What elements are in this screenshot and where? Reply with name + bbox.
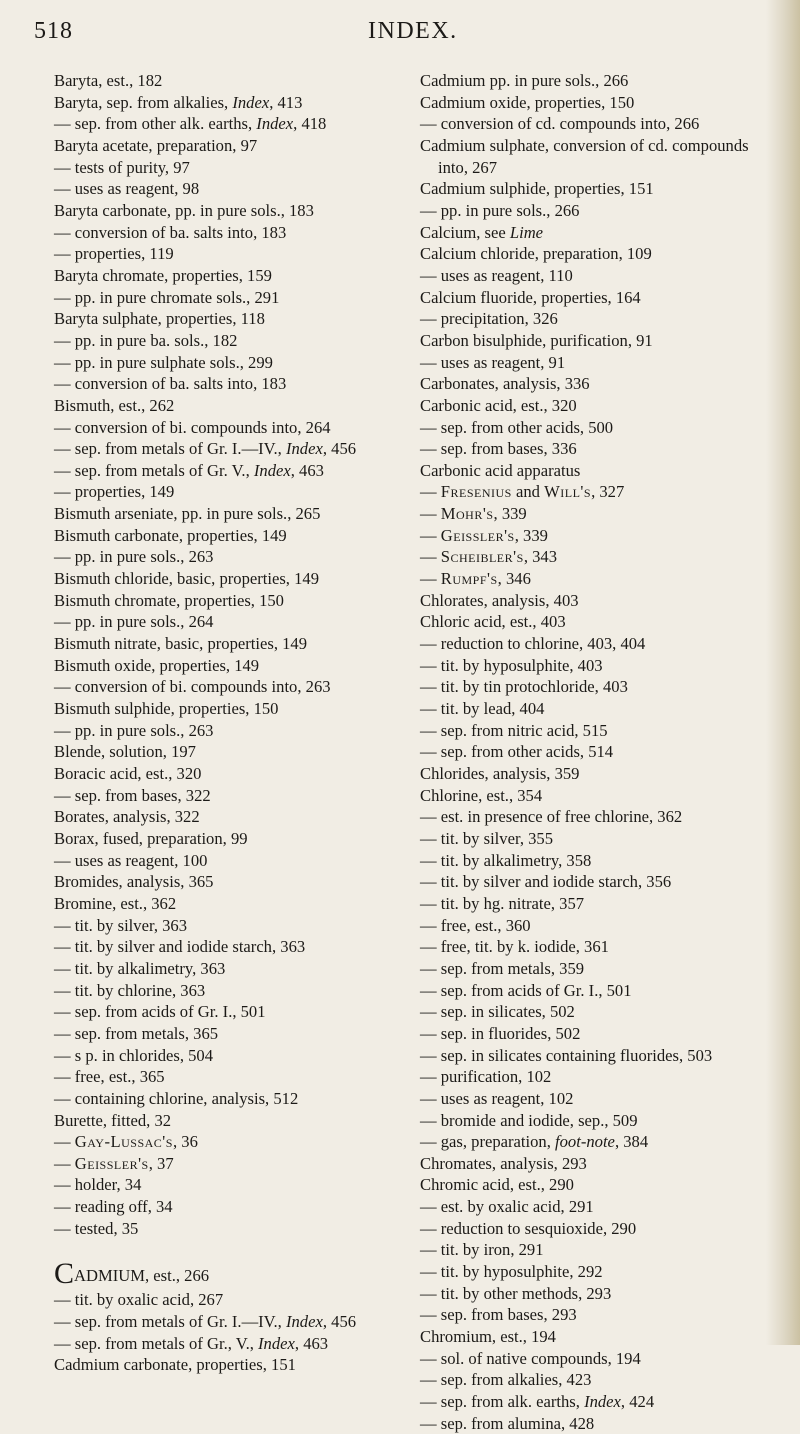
- index-entry: — sep. in fluorides, 502: [420, 1023, 581, 1043]
- index-entry: — pp. in pure sols., 263: [54, 720, 214, 740]
- index-entry: — tested, 35: [54, 1218, 139, 1238]
- index-entry: Boracic acid, est., 320: [54, 764, 202, 783]
- index-entry: — sep. from other acids, 500: [420, 417, 614, 437]
- index-entry: — tit. by chlorine, 363: [54, 980, 206, 1000]
- index-entry: — sep. from alumina, 428: [420, 1413, 595, 1433]
- index-entry: Carbonates, analysis, 336: [420, 374, 590, 394]
- index-entry: — conversion of ba. salts into, 183: [54, 222, 287, 242]
- index-entry: Baryta acetate, preparation, 97: [54, 135, 258, 155]
- index-entry: — free, est., 365: [54, 1067, 165, 1087]
- index-entry: Bismuth carbonate, properties, 149: [54, 525, 287, 545]
- index-entry: Chlorates, analysis, 403: [420, 590, 579, 610]
- running-head: INDEX.: [368, 18, 458, 44]
- index-entry: — sep. from other acids, 514: [420, 742, 614, 762]
- index-entry: — conversion of ba. salts into, 183: [54, 374, 287, 394]
- index-entry: — sep. from other alk. earths, Index, 418: [54, 114, 327, 134]
- index-entry: — pp. in pure sols., 264: [54, 612, 214, 632]
- page-edge-shadow: [766, 0, 800, 1345]
- index-entry: — Gay-Lussac's, 36: [54, 1132, 198, 1152]
- index-entry: — properties, 149: [54, 482, 175, 502]
- index-entry: Bismuth chromate, properties, 150: [54, 590, 284, 610]
- index-entry: — sep. in silicates, 502: [420, 1002, 575, 1022]
- index-entry: — tit. by silver and iodide starch, 363: [54, 937, 306, 957]
- index-entry: — sep. in silicates containing fluorides, 503: [420, 1045, 713, 1065]
- index-entry: Bismuth arseniate, pp. in pure sols., 265: [54, 504, 321, 524]
- index-entry: — reduction to sesquioxide, 290: [420, 1218, 637, 1238]
- index-entry: Baryta carbonate, pp. in pure sols., 183: [54, 200, 314, 220]
- index-entry: — est. in presence of free chlorine, 362: [420, 807, 683, 827]
- index-entry: Carbonic acid apparatus: [420, 460, 581, 480]
- index-entry: Bismuth sulphide, properties, 150: [54, 699, 279, 719]
- index-entry: Chromium, est., 194: [420, 1327, 556, 1347]
- index-entry: Bromine, est., 362: [54, 893, 177, 913]
- index-entry: Calcium fluoride, properties, 164: [420, 287, 641, 307]
- index-entry: — Geissler's, 37: [54, 1153, 174, 1173]
- index-entry: Chromic acid, est., 290: [420, 1175, 574, 1195]
- index-entry: — sep. from metals of Gr. V., Index, 463: [54, 460, 324, 480]
- index-entry: Carbon bisulphide, purification, 91: [420, 330, 653, 350]
- index-entry: Borax, fused, preparation, 99: [54, 828, 248, 848]
- index-entry: Bromides, analysis, 365: [54, 872, 214, 892]
- index-entry: — reading off, 34: [54, 1197, 173, 1217]
- index-entry: Chlorides, analysis, 359: [420, 764, 580, 783]
- index-entry: — sep. from alk. earths, Index, 424: [420, 1392, 655, 1412]
- index-entry: — tit. by tin protochloride, 403: [420, 677, 628, 697]
- index-entry: Bismuth nitrate, basic, properties, 149: [54, 634, 308, 654]
- index-entry: — tit. by silver and iodide starch, 356: [420, 872, 672, 892]
- index-entry: — free, est., 360: [420, 915, 531, 935]
- index-entry: — uses as reagent, 102: [420, 1088, 574, 1108]
- index-entry: — sep. from acids of Gr. I., 501: [54, 1002, 266, 1022]
- index-entry: — uses as reagent, 110: [420, 265, 573, 285]
- index-entry: — conversion of cd. compounds into, 266: [420, 114, 700, 134]
- index-entry: Baryta sulphate, properties, 118: [54, 309, 265, 329]
- index-entry: — sep. from acids of Gr. I., 501: [420, 980, 632, 1000]
- index-entry: — gas, preparation, foot-note, 384: [420, 1132, 649, 1152]
- index-entry: — tit. by alkalimetry, 358: [420, 850, 592, 870]
- index-entry: Burette, fitted, 32: [54, 1110, 172, 1130]
- index-entry: — containing chlorine, analysis, 512: [54, 1088, 299, 1108]
- index-entry: Cadmium sulphide, properties, 151: [420, 179, 654, 199]
- index-entry: Cadmium oxide, properties, 150: [420, 92, 635, 112]
- index-entry: Cadmium sulphate, conversion of cd. compounds into, 267: [420, 135, 749, 177]
- index-entry: — sep. from metals of Gr., V., Index, 463: [54, 1333, 329, 1353]
- index-entry: — pp. in pure sols., 263: [54, 547, 214, 567]
- index-entry: — pp. in pure sols., 266: [420, 200, 580, 220]
- index-entry: — properties, 119: [54, 244, 174, 264]
- index-entry: Bismuth oxide, properties, 149: [54, 655, 260, 675]
- index-column-left: [54, 70, 404, 1376]
- index-entry: — sep. from bases, 336: [420, 439, 577, 459]
- index-entry: — sep. from metals of Gr. I.—IV., Index, 456: [54, 439, 357, 459]
- index-entry: — tit. by hg. nitrate, 357: [420, 893, 585, 913]
- index-entry: Cadmium carbonate, properties, 151: [54, 1355, 296, 1375]
- index-entry: Bismuth chloride, basic, properties, 149: [54, 569, 319, 589]
- index-entry: Blende, solution, 197: [54, 742, 196, 762]
- index-entry: Carbonic acid, est., 320: [420, 395, 577, 415]
- index-entry: — conversion of bi. compounds into, 264: [54, 417, 331, 437]
- index-entry: — sol. of native compounds, 194: [420, 1348, 641, 1368]
- index-entry: — sep. from nitric acid, 515: [420, 720, 608, 740]
- index-entry: — tit. by oxalic acid, 267: [54, 1290, 224, 1310]
- index-entry: CADMIUM, est., 266: [54, 1257, 210, 1291]
- index-entry: — sep. from bases, 322: [54, 785, 211, 805]
- index-entry: Baryta chromate, properties, 159: [54, 265, 272, 285]
- index-entry: — purification, 102: [420, 1067, 552, 1087]
- index-entry: Borates, analysis, 322: [54, 807, 200, 827]
- index-entry: Bismuth, est., 262: [54, 395, 175, 415]
- index-entry: — uses as reagent, 98: [54, 179, 200, 199]
- index-entry: — tit. by alkalimetry, 363: [54, 958, 226, 978]
- index-entry: — s p. in chlorides, 504: [54, 1045, 214, 1065]
- index-entry: — conversion of bi. compounds into, 263: [54, 677, 331, 697]
- index-entry: — tit. by silver, 363: [54, 915, 188, 935]
- index-entry: — precipitation, 326: [420, 309, 558, 329]
- index-entry: — uses as reagent, 100: [54, 850, 208, 870]
- page-number: 518: [34, 18, 73, 44]
- index-entry: — tests of purity, 97: [54, 157, 190, 177]
- index-entry: Chromates, analysis, 293: [420, 1153, 587, 1173]
- index-entry: — Fresenius and Will's, 327: [420, 482, 625, 502]
- index-entry: Chlorine, est., 354: [420, 785, 543, 805]
- index-entry: — est. by oxalic acid, 291: [420, 1197, 594, 1217]
- index-entry: — tit. by hyposulphite, 403: [420, 655, 603, 675]
- index-entry: — tit. by iron, 291: [420, 1240, 544, 1260]
- index-entry: — tit. by other methods, 293: [420, 1283, 612, 1303]
- index-entry: Baryta, sep. from alkalies, Index, 413: [54, 92, 303, 112]
- index-entry: Cadmium pp. in pure sols., 266: [420, 71, 629, 90]
- index-entry: — Scheibler's, 343: [420, 547, 557, 567]
- index-entry: — uses as reagent, 91: [420, 352, 566, 372]
- index-entry: Chloric acid, est., 403: [420, 612, 566, 632]
- index-entry: Calcium, see Lime: [420, 222, 544, 242]
- index-entry: — sep. from metals, 359: [420, 958, 585, 978]
- index-entry: — tit. by lead, 404: [420, 699, 545, 719]
- index-column-right: [420, 70, 776, 1434]
- index-entry: — Mohr's, 339: [420, 504, 527, 524]
- index-entry: — sep. from metals, 365: [54, 1023, 219, 1043]
- index-entry: — bromide and iodide, sep., 509: [420, 1110, 638, 1130]
- index-entry: — sep. from alkalies, 423: [420, 1370, 592, 1390]
- index-entry: — tit. by hyposulphite, 292: [420, 1262, 603, 1282]
- index-entry: — pp. in pure chromate sols., 291: [54, 287, 280, 307]
- index-entry: — Geissler's, 339: [420, 525, 548, 545]
- index-entry: — tit. by silver, 355: [420, 828, 554, 848]
- index-entry: — free, tit. by k. iodide, 361: [420, 937, 609, 957]
- index-entry: — pp. in pure sulphate sols., 299: [54, 352, 273, 372]
- index-entry: Baryta, est., 182: [54, 71, 163, 90]
- index-entry: — holder, 34: [54, 1175, 142, 1195]
- index-entry: — sep. from metals of Gr. I.—IV., Index, 456: [54, 1312, 357, 1332]
- index-entry: — sep. from bases, 293: [420, 1305, 577, 1325]
- index-entry: Calcium chloride, preparation, 109: [420, 244, 652, 264]
- index-entry: — pp. in pure ba. sols., 182: [54, 330, 238, 350]
- index-entry: — Rumpf's, 346: [420, 569, 531, 589]
- index-entry: — reduction to chlorine, 403, 404: [420, 634, 646, 654]
